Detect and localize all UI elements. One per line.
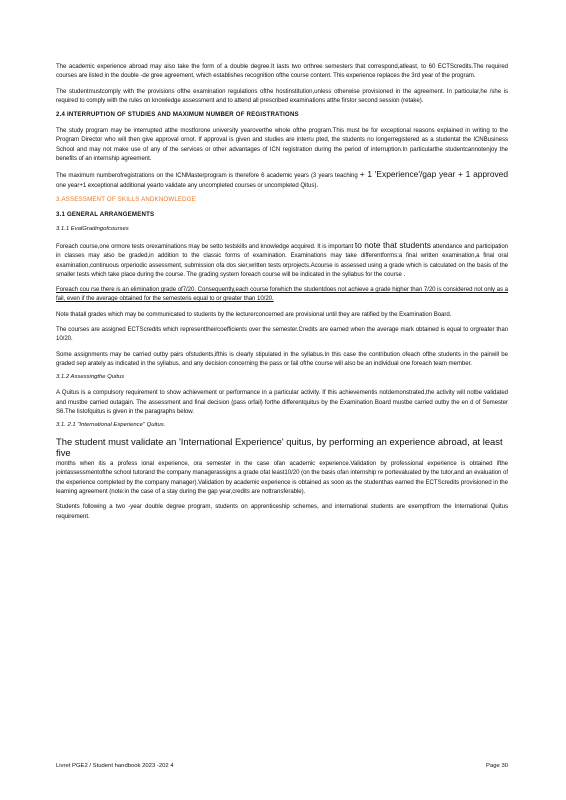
paragraph-quitus: A Quitus is a compulsory requirement to show achievement or performance in a particular activity. If this achievementis notdemonstrated,the activity will notbe validated and mustbe carried outagain. The assessment and final decision (pass orfail) forthe differentquitus by the Examination Board mustbe carried outby the en d of Semester S6.The listofquitus is given in the paragraphs below. (56, 389, 508, 415)
paragraph-interruption: The study program may be interrupted atthe mostforone university yearoverthe whole ofthe program.This must be for exceptional reasons explained in writing to the Program Director who will then give approval ornot. If approval is given and studies are interru pted, the students no longerregistered as a studentat the ICNBusiness School and may not make use of any of the services or other advantages of ICN registration during the period of interruption.In particularthe studentcannotenjoy the benefits of an internship agreement. (56, 127, 508, 163)
paragraph-provisional-grades: Note thatall grades which may be communicated to students by the lecturerconcerned are provisional until they are ratified by the Examination Board. (56, 310, 452, 318)
heading-3-assessment: 3.ASSESSMENT OF SKILLS ANDKNOWLEDGE (56, 195, 196, 203)
page-content (56, 62, 508, 527)
paragraph-double-degree: The academic experience abroad may also take the form of a double degree.It lasts two orthree semesters that correspond,atleast, to 60 ECTScredits.The required courses are listed in the double -de gree agreement, which establishes recognition ofthe course content. This experience replaces the 3rd year of the program. (56, 63, 508, 80)
paragraph-exemptions: Students following a two -year double degree program, students on apprenticeship schemes, and international students are exemptfrom the International Quitus requirement. (56, 503, 508, 520)
max-registrations-large-text: + 1 'Experience'/gap year + 1 approved (359, 169, 508, 180)
international-experience-large-text: The student must validate an 'International Experience' quitus, by performing an experience abroad, at least five (56, 436, 503, 459)
footer-page-number: Page 30 (486, 763, 508, 769)
paragraph-course-tests (56, 240, 508, 279)
page-footer (56, 763, 508, 769)
heading-3-1: 3.1 GENERAL ARRANGEMENTS (56, 210, 155, 218)
max-registrations-text-a: The maximum numberofregistrations on the ICNMasterprogram is therefore 6 academic years (3 years teaching (56, 172, 358, 180)
paragraph-elimination-grade: Foreach cou rse there is an elimination grade of7/20. Consequently,each course forwhich the studentdoes not achieve a grade higher than 7/20 is considered not only as a fail, even if the average obtained for the semesteris equal to or greater than 10/20. (56, 286, 508, 303)
footer-handbook-label: Livret PGE2 / Student handbook 2023 -202 4 (56, 763, 174, 769)
paragraph-ects-credits: The courses are assigned ECTScredits which representtheircoefficients over the semester.Credits are earned when the average mark obtained is equal to orgreater than 10/20. (56, 326, 508, 343)
course-tests-text-a: Foreach course,one ormore tests orexaminations may be setto testskills and knowledge acquired. It is important (56, 242, 354, 250)
heading-2-4: 2.4 INTERRUPTION OF STUDIES AND MAXIMUM NUMBER OF REGISTRATIONS (56, 111, 299, 119)
max-registrations-text-b: one year+1 exceptional additional yearto validate any uncompleted courses or uncompleted Qitus). (56, 181, 318, 189)
heading-3-1-1: 3.1.1 EvalGradingofcourses (56, 225, 129, 232)
paragraph-max-registrations (56, 169, 508, 190)
heading-3-1-2-1: 3.1. 2.1 "International Experience" Quitus. (56, 422, 166, 429)
paragraph-pair-assignments: Some assignments may be carried outby pairs ofstudents,ifthis is clearly stipulated in the syllabus.In this case the contribution ofeach ofthe students in the pairwill be graded sep arately as indicated in the syllabus, and any decision concerning the pass or fail ofthe course will also be an individual one foreach team member. (56, 350, 508, 367)
course-tests-large-text: to note that students (354, 239, 431, 250)
paragraph-international-experience: months when itis a profess ional experience, ora semester in the case ofan academic experience.Validation by professional experience is obtained ifthe jointassessmentofthe school tutorand the company managerassigns a grade ofat least10/20 (on the basis ofan internship re portevaluated by the tutor,and an evaluation of the experience completed by the company manager).Validation by academic experience is obtained as soon as the studenthas earned the ECTScredits provisioned in the learning agreement (note:in the case of a stay during the gap year,credits are nottransferable). (56, 460, 508, 496)
paragraph-exam-regulations: The studentmustcomply with the provisions ofthe examination regulations ofthe hostinstitution,unless otherwise provisioned in the agreement. In particular,he /she is required to comply with the rules on knowledge assessment and to attend all prescribed examinations atthe firstor second session (retake). (56, 87, 508, 104)
heading-3-1-2: 3.1.2 Assessingthe Quitus (56, 374, 125, 381)
course-tests-text-b: attendance and participation in classes may also be graded,in addition to the classic forms of examination. Examinations may take differentforms:a final written examination,a final oral examination,continuous orperiodic assessment, submission ofa dos sier,written tests orprojects.Acourse is assessed using a grade which is calculated on the basis of the smaller tests which take place during the course. The grading system foreach course will be indicated in the syllabus for the course . (56, 242, 508, 278)
